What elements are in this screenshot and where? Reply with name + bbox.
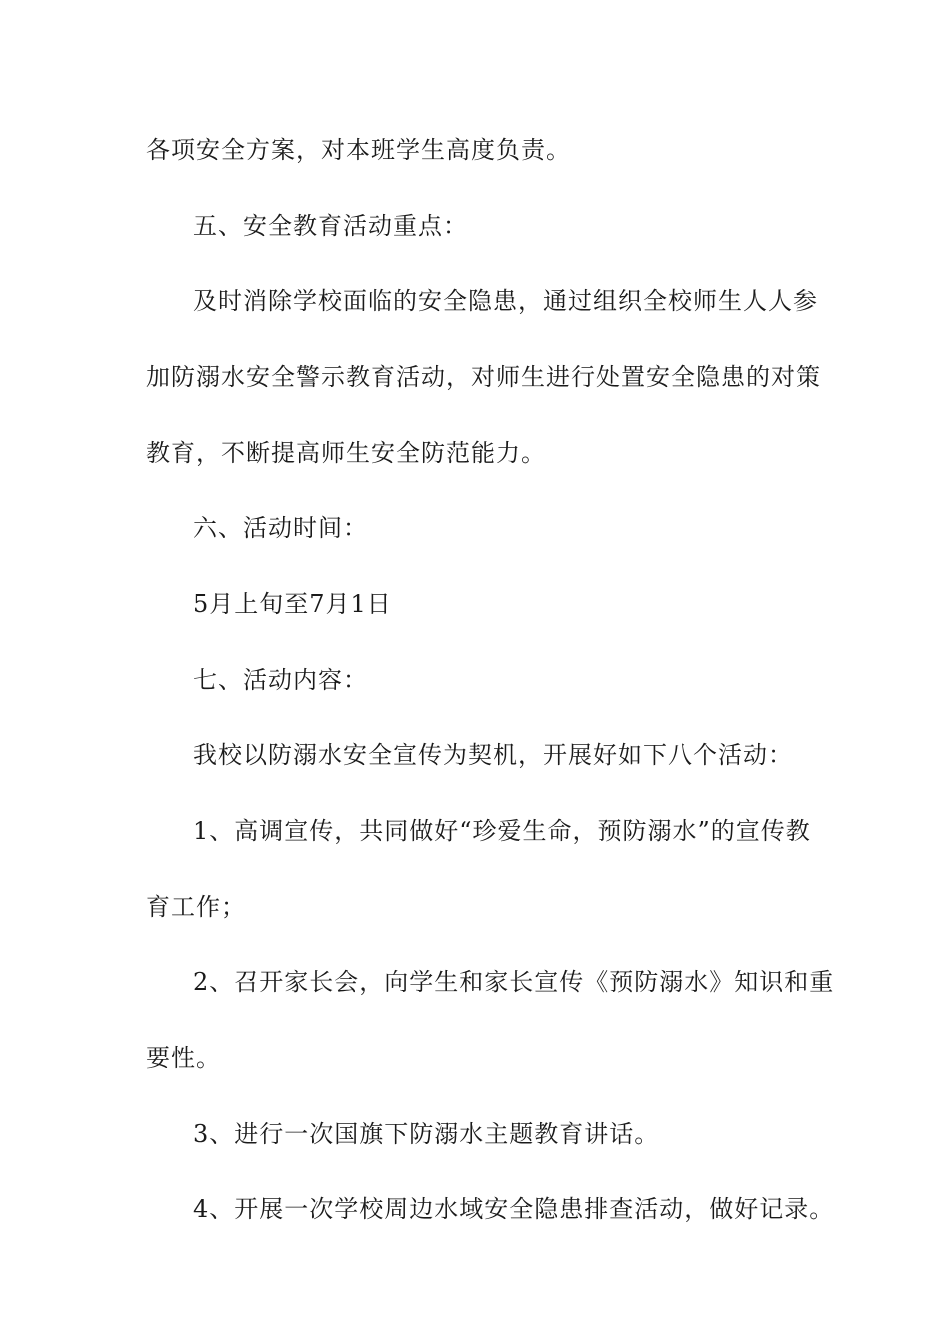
paragraph-line: 5月上旬至7月1日 [193, 590, 392, 618]
list-item: 3、进行一次国旗下防溺水主题教育讲话。 [193, 1120, 660, 1148]
list-item: 4、开展一次学校周边水域安全隐患排查活动，做好记录。 [193, 1195, 835, 1223]
list-item: 1、高调宣传，共同做好“珍爱生命，预防溺水”的宣传教 [193, 817, 811, 845]
list-item-continuation: 要性。 [146, 1044, 221, 1072]
list-item: 2、召开家长会，向学生和家长宣传《预防溺水》知识和重 [193, 968, 835, 996]
section-heading: 六、活动时间： [193, 514, 368, 542]
paragraph-line: 加防溺水安全警示教育活动，对师生进行处置安全隐患的对策 [146, 363, 821, 391]
paragraph-line: 各项安全方案，对本班学生高度负责。 [146, 136, 571, 164]
list-item-continuation: 育工作； [146, 893, 246, 921]
section-heading: 五、安全教育活动重点： [193, 212, 468, 240]
paragraph-line: 我校以防溺水安全宣传为契机，开展好如下八个活动： [193, 741, 793, 769]
paragraph-line: 教育，不断提高师生安全防范能力。 [146, 439, 546, 467]
section-heading: 七、活动内容： [193, 666, 368, 694]
paragraph-line: 及时消除学校面临的安全隐患，通过组织全校师生人人参 [193, 287, 818, 315]
